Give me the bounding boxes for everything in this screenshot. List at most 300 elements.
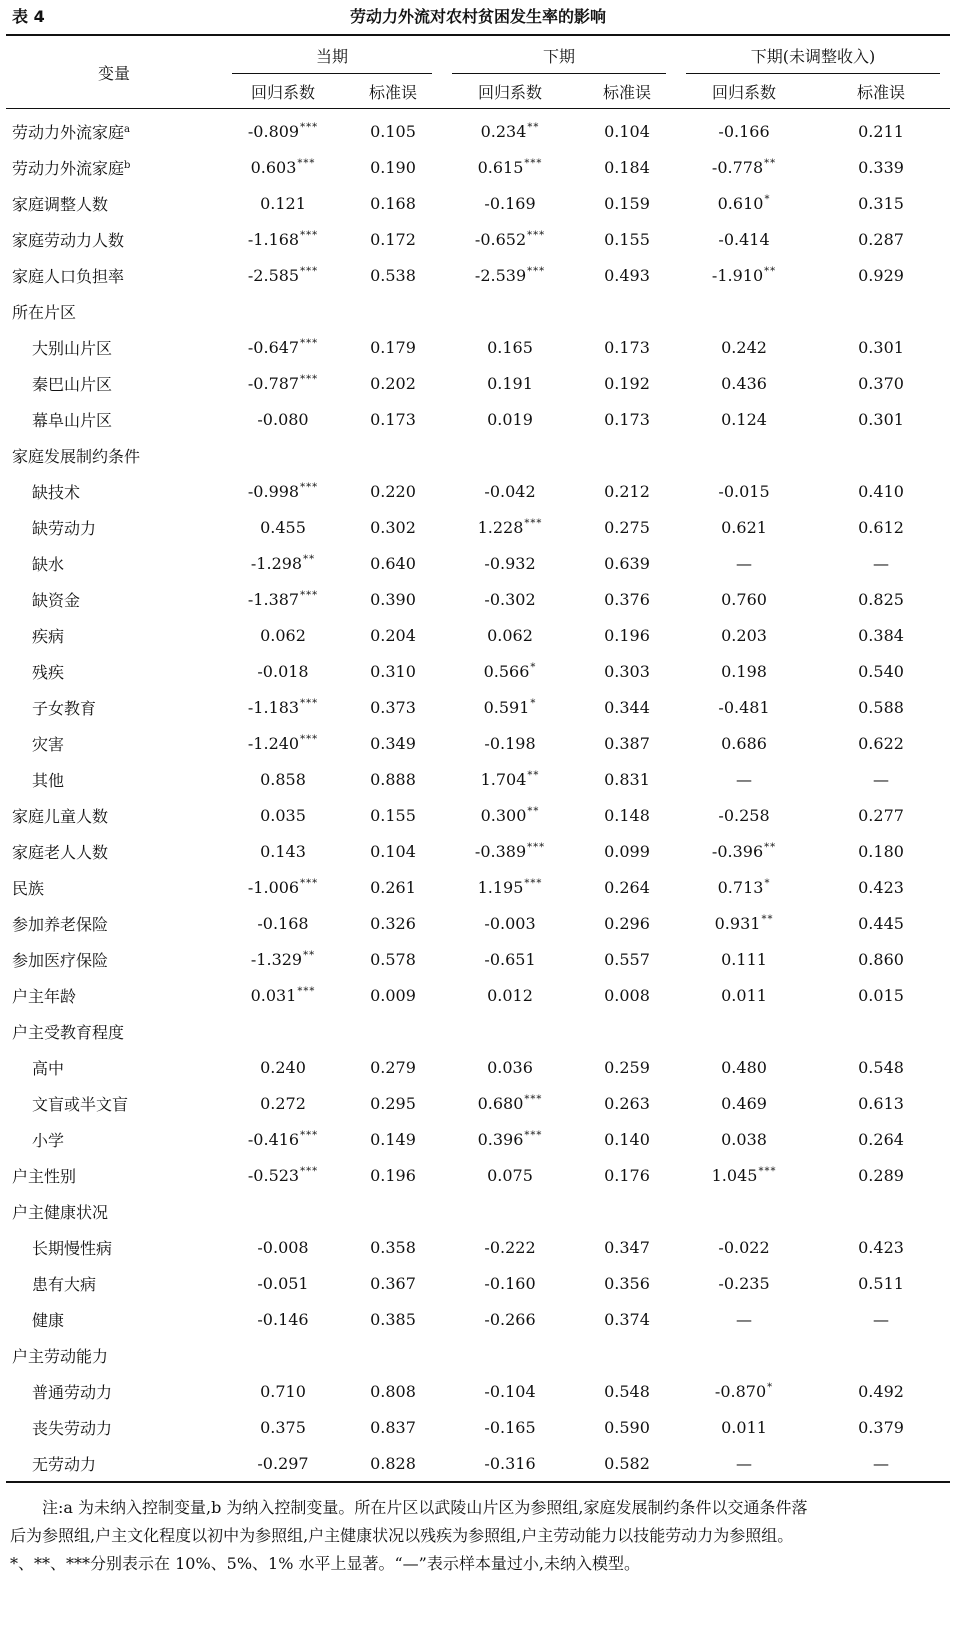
std-error-cell — [578, 1445, 676, 1482]
significance-stars: ** — [764, 157, 777, 169]
std-error-cell — [344, 437, 442, 473]
std-error-cell — [812, 221, 950, 257]
cell-value: 0.370 — [858, 373, 904, 393]
cell-value: -0.523 — [247, 1165, 300, 1185]
std-error-cell — [578, 941, 676, 977]
cell-value: 0.301 — [858, 337, 904, 357]
cell-value: 0.480 — [721, 1057, 767, 1077]
cell-value: -0.018 — [257, 661, 309, 681]
coefficient-cell — [676, 365, 812, 401]
cell-value: 0.760 — [721, 589, 767, 609]
cell-value: 0.179 — [370, 337, 416, 357]
cell-value: -0.104 — [484, 1381, 536, 1401]
cell-value: 0.279 — [370, 1057, 416, 1077]
std-error-cell — [812, 1085, 950, 1121]
cell-value: -0.414 — [718, 229, 770, 249]
cell-value: — — [873, 769, 890, 789]
std-error-cell — [344, 1265, 442, 1301]
cell-value: 0.196 — [604, 625, 650, 645]
cell-value: 0.557 — [604, 949, 650, 969]
variable-label-text: 户主健康状况 — [12, 1202, 109, 1222]
coefficient-cell — [222, 1409, 344, 1445]
coefficient-cell — [222, 689, 344, 725]
coefficient-cell — [222, 1301, 344, 1337]
cell-value: 0.196 — [370, 1165, 416, 1185]
variable-label — [6, 109, 222, 150]
cell-value: 0.104 — [604, 121, 650, 141]
coefficient-cell — [676, 833, 812, 869]
std-error-cell — [344, 1121, 442, 1157]
cell-value: 0.242 — [721, 337, 767, 357]
cell-value: -1.240 — [247, 733, 300, 753]
coefficient-cell — [222, 401, 344, 437]
cell-value: 0.240 — [260, 1057, 306, 1077]
cell-value: -1.183 — [247, 697, 300, 717]
std-error-cell — [812, 905, 950, 941]
subheader-coef: 回归系数 — [222, 74, 344, 109]
cell-value: — — [736, 769, 753, 789]
cell-value: 0.713 — [717, 877, 764, 897]
note-line: 注:a 为未纳入控制变量,b 为纳入控制变量。所在片区以武陵山片区为参照组,家庭发展制约条件以交通条件落 — [42, 1498, 808, 1517]
significance-stars: * — [767, 1381, 774, 1393]
std-error-cell — [344, 797, 442, 833]
coefficient-cell — [442, 653, 578, 689]
footnote-marker: b — [124, 159, 131, 171]
cell-value: -0.022 — [718, 1237, 770, 1257]
cell-value: — — [736, 1309, 753, 1329]
cell-value: -0.651 — [484, 949, 536, 969]
std-error-cell — [812, 833, 950, 869]
cell-value: -0.146 — [257, 1309, 309, 1329]
cell-value: -0.302 — [484, 589, 536, 609]
table-row — [6, 617, 950, 653]
variable-sublabel — [6, 509, 222, 545]
std-error-cell — [344, 1337, 442, 1373]
cell-value: -0.932 — [484, 553, 536, 573]
std-error-cell — [812, 185, 950, 221]
cell-value: 0.259 — [604, 1057, 650, 1077]
coefficient-cell — [222, 221, 344, 257]
cell-value: -0.389 — [474, 841, 527, 861]
cell-value: -0.198 — [484, 733, 536, 753]
variable-column-header: 变量 — [6, 35, 222, 109]
std-error-cell — [578, 725, 676, 761]
coefficient-cell — [442, 1229, 578, 1265]
table-row — [6, 149, 950, 185]
table-row — [6, 545, 950, 581]
cell-value: 0.347 — [604, 1237, 650, 1257]
cell-value: — — [736, 553, 753, 573]
cell-value: 0.831 — [604, 769, 650, 789]
coefficient-cell — [222, 1085, 344, 1121]
coefficient-cell — [442, 1373, 578, 1409]
variable-label-text: 参加养老保险 — [12, 914, 109, 934]
coefficient-cell — [676, 1265, 812, 1301]
coefficient-cell — [222, 905, 344, 941]
std-error-cell — [344, 725, 442, 761]
cell-value: 0.582 — [604, 1453, 650, 1473]
table-title: 劳动力外流对农村贫困发生率的影响 — [349, 7, 606, 26]
std-error-cell — [578, 1193, 676, 1229]
cell-value: 0.680 — [477, 1093, 524, 1113]
cell-value: 0.455 — [260, 517, 306, 537]
std-error-cell — [812, 1301, 950, 1337]
std-error-cell — [812, 365, 950, 401]
significance-stars: ** — [764, 841, 777, 853]
coefficient-cell — [442, 1121, 578, 1157]
coefficient-cell — [442, 1265, 578, 1301]
variable-label — [6, 1193, 222, 1229]
coefficient-cell — [442, 509, 578, 545]
std-error-cell — [812, 977, 950, 1013]
coefficient-cell — [442, 797, 578, 833]
variable-label-text: 疾病 — [32, 626, 65, 646]
cell-value: -0.008 — [257, 1237, 309, 1257]
variable-label — [6, 869, 222, 905]
coefficient-cell — [676, 1085, 812, 1121]
variable-label-text: 高中 — [32, 1058, 65, 1078]
significance-stars: *** — [297, 157, 316, 169]
coefficient-cell — [442, 257, 578, 293]
significance-stars: *** — [300, 481, 319, 493]
std-error-cell — [578, 509, 676, 545]
variable-label-text: 户主劳动能力 — [12, 1346, 109, 1366]
std-error-cell — [344, 509, 442, 545]
std-error-cell — [812, 1409, 950, 1445]
cell-value: 0.173 — [604, 409, 650, 429]
table-row — [6, 581, 950, 617]
cell-value: 0.423 — [858, 1237, 904, 1257]
cell-value: 1.704 — [480, 769, 527, 789]
variable-label — [6, 977, 222, 1013]
significance-stars: *** — [524, 157, 543, 169]
significance-stars: *** — [300, 697, 319, 709]
table-row — [6, 257, 950, 293]
significance-stars: *** — [300, 1129, 319, 1141]
variable-sublabel — [6, 1121, 222, 1157]
variable-label-text: 子女教育 — [32, 698, 97, 718]
std-error-cell — [344, 1193, 442, 1229]
coefficient-cell — [442, 1445, 578, 1482]
coefficient-cell — [222, 761, 344, 797]
cell-value: 0.202 — [370, 373, 416, 393]
significance-stars: *** — [300, 229, 319, 241]
std-error-cell — [578, 797, 676, 833]
coefficient-cell — [676, 1193, 812, 1229]
std-error-cell — [578, 1049, 676, 1085]
std-error-cell — [344, 293, 442, 329]
cell-value: 0.159 — [604, 193, 650, 213]
cell-value: 0.686 — [721, 733, 767, 753]
cell-value: -0.015 — [718, 481, 770, 501]
cell-value: 0.075 — [487, 1165, 533, 1185]
table-row — [6, 833, 950, 869]
cell-value: 0.234 — [480, 121, 527, 141]
cell-value: -0.169 — [484, 193, 536, 213]
cell-value: -0.166 — [718, 121, 770, 141]
variable-label-text: 家庭劳动力人数 — [12, 230, 125, 250]
cell-value: -0.297 — [257, 1453, 309, 1473]
std-error-cell — [812, 1445, 950, 1482]
table-row — [6, 1409, 950, 1445]
coefficient-cell — [676, 977, 812, 1013]
coefficient-cell — [442, 761, 578, 797]
std-error-cell — [344, 185, 442, 221]
cell-value: 0.622 — [858, 733, 904, 753]
std-error-cell — [344, 1409, 442, 1445]
cell-value: 0.272 — [260, 1093, 306, 1113]
coefficient-cell — [222, 1013, 344, 1049]
period-header-next-unadjusted: 下期(未调整收入) — [676, 35, 950, 74]
variable-sublabel — [6, 329, 222, 365]
std-error-cell — [344, 617, 442, 653]
variable-sublabel — [6, 1373, 222, 1409]
std-error-cell — [578, 1265, 676, 1301]
std-error-cell — [578, 977, 676, 1013]
variable-sublabel — [6, 1049, 222, 1085]
cell-value: 0.176 — [604, 1165, 650, 1185]
cell-value: 0.493 — [604, 265, 650, 285]
cell-value: 0.296 — [604, 913, 650, 933]
std-error-cell — [344, 869, 442, 905]
cell-value: 0.373 — [370, 697, 416, 717]
cell-value: 0.376 — [604, 589, 650, 609]
cell-value: 0.538 — [370, 265, 416, 285]
cell-value: -2.539 — [474, 265, 527, 285]
cell-value: 0.303 — [604, 661, 650, 681]
cell-value: -0.778 — [711, 157, 764, 177]
variable-label-text: 民族 — [12, 878, 45, 898]
coefficient-cell — [442, 545, 578, 581]
cell-value: 0.326 — [370, 913, 416, 933]
cell-value: -0.652 — [474, 229, 527, 249]
cell-value: 0.038 — [721, 1129, 767, 1149]
cell-value: 0.339 — [858, 157, 904, 177]
coefficient-cell — [676, 689, 812, 725]
cell-value: 0.104 — [370, 841, 416, 861]
cell-value: 0.264 — [858, 1129, 904, 1149]
cell-value: 0.180 — [858, 841, 904, 861]
std-error-cell — [812, 1049, 950, 1085]
table-row — [6, 1157, 950, 1193]
cell-value: 0.445 — [858, 913, 904, 933]
variable-sublabel — [6, 761, 222, 797]
std-error-cell — [812, 869, 950, 905]
cell-value: 0.356 — [604, 1273, 650, 1293]
cell-value: -0.042 — [484, 481, 536, 501]
table-row — [6, 725, 950, 761]
cell-value: — — [873, 1453, 890, 1473]
coefficient-cell — [676, 185, 812, 221]
cell-value: -1.006 — [247, 877, 300, 897]
coefficient-cell — [222, 869, 344, 905]
std-error-cell — [812, 545, 950, 581]
cell-value: 0.390 — [370, 589, 416, 609]
std-error-cell — [344, 653, 442, 689]
cell-value: 0.198 — [721, 661, 767, 681]
variable-label-text: 长期慢性病 — [32, 1238, 113, 1258]
coefficient-cell — [442, 905, 578, 941]
std-error-cell — [344, 1085, 442, 1121]
variable-sublabel — [6, 653, 222, 689]
cell-value: 0.613 — [858, 1093, 904, 1113]
cell-value: 0.349 — [370, 733, 416, 753]
coefficient-cell — [442, 401, 578, 437]
coefficient-cell — [442, 293, 578, 329]
variable-label — [6, 833, 222, 869]
footnote-marker: a — [124, 123, 130, 135]
std-error-cell — [812, 509, 950, 545]
variable-label-text: 户主性别 — [12, 1166, 77, 1186]
coefficient-cell — [222, 329, 344, 365]
std-error-cell — [578, 833, 676, 869]
variable-sublabel — [6, 1265, 222, 1301]
variable-label — [6, 1337, 222, 1373]
std-error-cell — [812, 257, 950, 293]
table-row — [6, 1265, 950, 1301]
std-error-cell — [578, 1373, 676, 1409]
cell-value: -0.003 — [484, 913, 536, 933]
coefficient-cell — [676, 401, 812, 437]
cell-value: 0.837 — [370, 1417, 416, 1437]
cell-value: 0.191 — [487, 373, 533, 393]
coefficient-cell — [442, 1301, 578, 1337]
std-error-cell — [344, 977, 442, 1013]
std-error-cell — [344, 329, 442, 365]
significance-stars: *** — [524, 1093, 543, 1105]
std-error-cell — [344, 1229, 442, 1265]
coefficient-cell — [676, 941, 812, 977]
variable-label-text: 户主受教育程度 — [12, 1022, 125, 1042]
table-group-row — [6, 1193, 950, 1229]
cell-value: 0.860 — [858, 949, 904, 969]
variable-label-text: 劳动力外流家庭 — [12, 122, 125, 142]
table-row — [6, 509, 950, 545]
coefficient-cell — [442, 1085, 578, 1121]
cell-value: -0.160 — [484, 1273, 536, 1293]
variable-label-text: 缺技术 — [32, 482, 81, 502]
cell-value: -0.416 — [247, 1129, 300, 1149]
coefficient-cell — [676, 437, 812, 473]
cell-value: 0.035 — [260, 805, 306, 825]
cell-value: 0.190 — [370, 157, 416, 177]
std-error-cell — [578, 185, 676, 221]
significance-stars: *** — [300, 733, 319, 745]
cell-value: 0.548 — [858, 1057, 904, 1077]
cell-value: -1.329 — [250, 949, 303, 969]
cell-value: 0.615 — [477, 157, 524, 177]
cell-value: 0.220 — [370, 481, 416, 501]
coefficient-cell — [676, 1121, 812, 1157]
cell-value: -0.051 — [257, 1273, 309, 1293]
std-error-cell — [812, 437, 950, 473]
std-error-cell — [344, 1373, 442, 1409]
cell-value: 0.374 — [604, 1309, 650, 1329]
cell-value: 0.009 — [370, 985, 416, 1005]
std-error-cell — [578, 109, 676, 150]
std-error-cell — [578, 257, 676, 293]
cell-value: 0.511 — [858, 1273, 904, 1293]
std-error-cell — [344, 1445, 442, 1482]
coefficient-cell — [222, 581, 344, 617]
table-row — [6, 109, 950, 150]
variable-label-text: 无劳动力 — [32, 1454, 97, 1474]
cell-value: 0.639 — [604, 553, 650, 573]
variable-sublabel — [6, 725, 222, 761]
cell-value: 0.184 — [604, 157, 650, 177]
significance-stars: *** — [300, 1165, 319, 1177]
cell-value: — — [873, 1309, 890, 1329]
std-error-cell — [578, 653, 676, 689]
variable-label-text: 残疾 — [32, 662, 65, 682]
variable-label — [6, 1157, 222, 1193]
std-error-cell — [812, 401, 950, 437]
std-error-cell — [812, 293, 950, 329]
significance-stars: *** — [524, 1129, 543, 1141]
coefficient-cell — [676, 797, 812, 833]
coefficient-cell — [676, 221, 812, 257]
cell-value: -0.647 — [247, 337, 300, 357]
cell-value: 0.172 — [370, 229, 416, 249]
coefficient-cell — [222, 257, 344, 293]
cell-value: 0.578 — [370, 949, 416, 969]
cell-value: -0.080 — [257, 409, 309, 429]
std-error-cell — [578, 329, 676, 365]
cell-value: -1.387 — [247, 589, 300, 609]
cell-value: 0.036 — [487, 1057, 533, 1077]
std-error-cell — [344, 941, 442, 977]
subheader-coef: 回归系数 — [676, 74, 812, 109]
table-body — [6, 109, 950, 1483]
cell-value: 0.275 — [604, 517, 650, 537]
table-group-row — [6, 1013, 950, 1049]
variable-sublabel — [6, 1445, 222, 1482]
cell-value: 0.212 — [604, 481, 650, 501]
std-error-cell — [812, 617, 950, 653]
variable-sublabel — [6, 1229, 222, 1265]
coefficient-cell — [442, 833, 578, 869]
coefficient-cell — [442, 221, 578, 257]
std-error-cell — [344, 545, 442, 581]
significance-stars: ** — [303, 553, 316, 565]
cell-value: 0.264 — [604, 877, 650, 897]
cell-value: 0.062 — [487, 625, 533, 645]
coefficient-cell — [676, 1445, 812, 1482]
std-error-cell — [344, 905, 442, 941]
coefficient-cell — [222, 941, 344, 977]
cell-value: -1.168 — [247, 229, 300, 249]
cell-value: 1.195 — [477, 877, 524, 897]
variable-label-text: 患有大病 — [32, 1274, 97, 1294]
std-error-cell — [812, 581, 950, 617]
variable-label-text: 小学 — [32, 1130, 65, 1150]
coefficient-cell — [676, 653, 812, 689]
cell-value: -0.998 — [247, 481, 300, 501]
cell-value: 0.149 — [370, 1129, 416, 1149]
cell-value: 0.888 — [370, 769, 416, 789]
significance-stars: ** — [527, 805, 540, 817]
coefficient-cell — [442, 149, 578, 185]
variable-sublabel — [6, 689, 222, 725]
cell-value: 0.931 — [714, 913, 761, 933]
std-error-cell — [812, 149, 950, 185]
coefficient-cell — [222, 185, 344, 221]
coefficient-cell — [442, 365, 578, 401]
table-row — [6, 905, 950, 941]
table-group-row — [6, 1337, 950, 1373]
table-row — [6, 869, 950, 905]
cell-value: -0.396 — [711, 841, 764, 861]
